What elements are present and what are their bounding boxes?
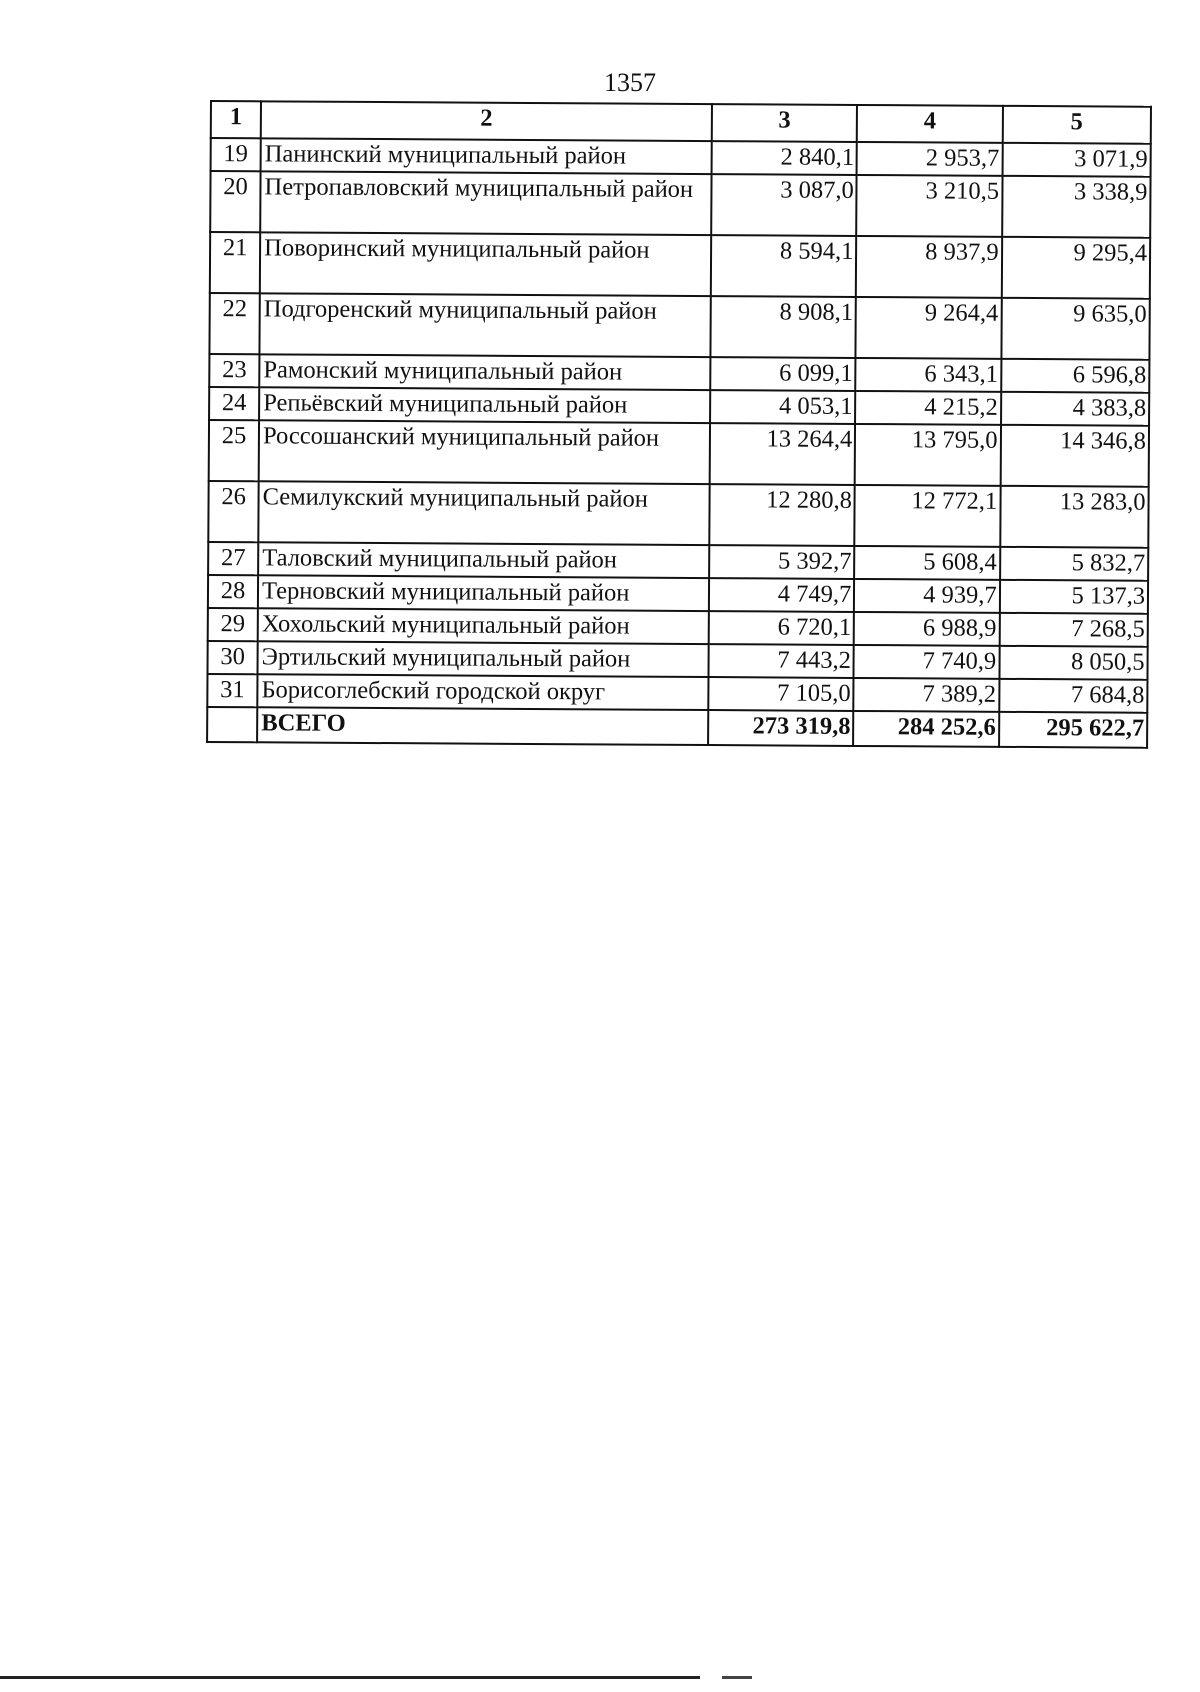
row-number: 31	[207, 674, 257, 707]
data-table-container	[206, 100, 1152, 749]
value-col-5: 4 383,8	[1001, 392, 1150, 426]
district-name: Панинский муниципальный район	[261, 138, 712, 174]
table-row	[210, 171, 1150, 238]
value-col-4: 4 215,2	[855, 391, 1000, 425]
value-col-5: 13 283,0	[1000, 486, 1149, 548]
row-number: 24	[209, 387, 259, 420]
district-name: Рамонский муниципальный район	[259, 354, 710, 390]
value-col-5: 14 346,8	[1000, 425, 1149, 487]
row-number: 26	[208, 481, 258, 542]
value-col-4: 12 772,1	[855, 485, 1001, 547]
header-cell: 2	[261, 101, 712, 141]
district-name: Подгоренский муниципальный район	[260, 293, 711, 357]
header-row	[211, 101, 1151, 144]
footer-divider-fragment	[722, 1676, 752, 1679]
value-col-3: 2 840,1	[712, 141, 857, 175]
value-col-3: 7 105,0	[708, 677, 853, 711]
row-number: 20	[210, 171, 260, 232]
value-col-4: 8 937,9	[856, 236, 1002, 298]
row-number: 23	[209, 354, 259, 387]
district-name: Петропавловский муниципальный район	[260, 171, 711, 235]
row-number: 22	[209, 293, 259, 354]
table-row	[209, 420, 1149, 487]
district-name: Поворинский муниципальный район	[260, 232, 711, 296]
district-name: Хохольский муниципальный район	[258, 608, 709, 644]
district-name: Терновский муниципальный район	[258, 575, 709, 611]
value-col-4: 7 389,2	[854, 678, 999, 712]
value-col-5: 7 684,8	[999, 679, 1148, 713]
value-col-3: 8 594,1	[711, 235, 857, 297]
district-name: Борисоглебский городской округ	[257, 674, 708, 710]
value-col-5: 3 338,9	[1002, 176, 1151, 238]
total-col-5: 295 622,7	[999, 712, 1148, 748]
district-name: Эртильский муниципальный район	[258, 641, 709, 677]
total-label: ВСЕГО	[257, 707, 708, 745]
value-col-5: 9 635,0	[1001, 298, 1150, 360]
value-col-4: 7 740,9	[854, 645, 999, 679]
header-cell: 4	[857, 105, 1003, 143]
value-col-5: 7 268,5	[999, 613, 1148, 647]
value-col-4: 9 264,4	[856, 297, 1002, 359]
data-table	[206, 100, 1152, 749]
value-col-4: 13 795,0	[855, 424, 1001, 486]
value-col-4: 4 939,7	[854, 579, 999, 613]
district-name: Репьёвский муниципальный район	[259, 387, 710, 423]
value-col-3: 6 720,1	[709, 611, 854, 645]
value-col-4: 5 608,4	[854, 546, 999, 580]
table-row	[210, 232, 1150, 299]
value-col-4: 2 953,7	[857, 142, 1002, 176]
value-col-5: 6 596,8	[1001, 359, 1150, 393]
header-cell: 5	[1002, 106, 1151, 144]
value-col-3: 12 280,8	[709, 484, 855, 546]
row-number: 25	[209, 420, 259, 481]
value-col-5: 9 295,4	[1001, 237, 1150, 299]
district-name: Семилукский муниципальный район	[258, 481, 709, 545]
row-number: 21	[210, 232, 260, 293]
total-col-3: 273 319,8	[708, 710, 854, 746]
row-number: 19	[211, 138, 261, 171]
district-name: Таловский муниципальный район	[258, 542, 709, 578]
row-number: 30	[207, 641, 257, 674]
value-col-3: 4 749,7	[709, 578, 854, 612]
header-cell: 1	[211, 101, 261, 138]
row-number: 29	[208, 608, 258, 641]
row-number: 28	[208, 575, 258, 608]
value-col-3: 13 264,4	[710, 423, 856, 485]
value-col-5: 5 137,3	[1000, 580, 1149, 614]
district-name: Россошанский муниципальный район	[259, 420, 710, 484]
row-number: 27	[208, 542, 258, 575]
value-col-5: 8 050,5	[999, 646, 1148, 680]
row-number	[207, 707, 257, 742]
value-col-3: 7 443,2	[709, 644, 854, 678]
value-col-4: 6 343,1	[856, 358, 1001, 392]
header-cell: 3	[712, 104, 858, 142]
total-col-4: 284 252,6	[853, 711, 999, 747]
footer-divider	[0, 1676, 700, 1679]
value-col-3: 4 053,1	[710, 390, 855, 424]
page-number: 1357	[604, 68, 656, 97]
value-col-4: 6 988,9	[854, 612, 999, 646]
value-col-3: 5 392,7	[709, 545, 854, 579]
value-col-3: 6 099,1	[710, 357, 855, 391]
total-row	[207, 707, 1147, 748]
value-col-3: 8 908,1	[710, 296, 856, 358]
table-row	[208, 481, 1148, 548]
table-row	[209, 293, 1149, 360]
value-col-4: 3 210,5	[857, 175, 1003, 237]
value-col-3: 3 087,0	[711, 174, 857, 236]
value-col-5: 5 832,7	[1000, 547, 1149, 581]
value-col-5: 3 071,9	[1002, 143, 1151, 177]
